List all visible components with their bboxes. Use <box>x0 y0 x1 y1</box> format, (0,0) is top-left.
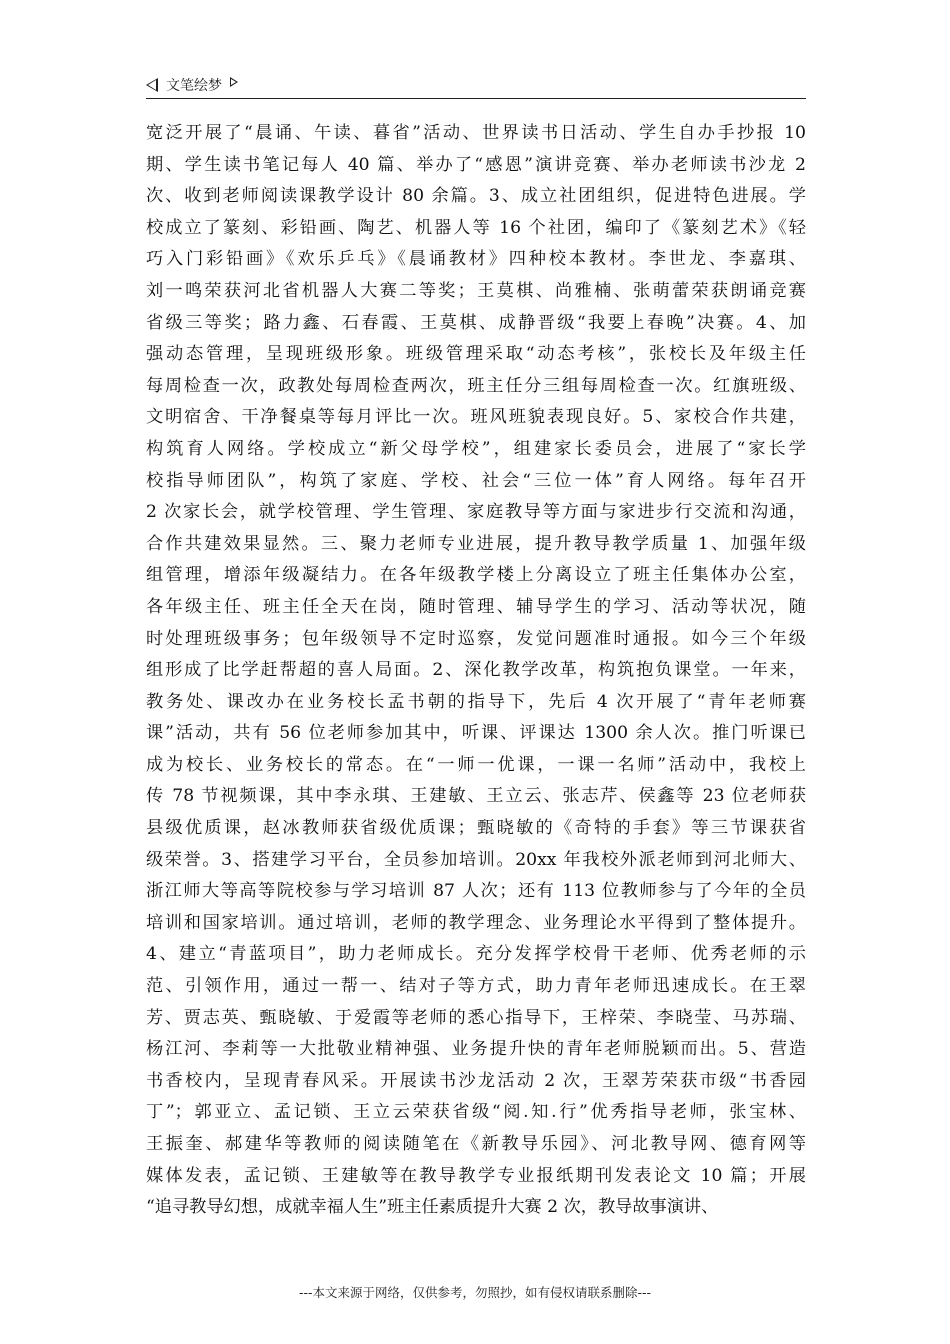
body-text-line: 文明宿舍、干净餐桌等每月评比一次。班风班貌表现良好。5、家校合作共建， <box>146 407 806 428</box>
body-text-line: 杨江河、李莉等一大批敬业精神强、业务提升快的青年老师脱颖而出。5、营造 <box>146 1039 806 1060</box>
body-text-line: 2 次家长会，就学校管理、学生管理、家庭教导等方面与家进步行交流和沟通， <box>146 502 806 523</box>
body-text-line: 省级三等奖；路力鑫、石春霞、王莫棋、成静晋级“我要上春晚”决赛。4、加 <box>146 312 806 333</box>
body-text-line: “追寻教导幻想，成就幸福人生”班主任素质提升大赛 2 次，教导故事演讲、 <box>146 1197 719 1218</box>
body-text-line: 书香校内，呈现青春风采。开展读书沙龙活动 2 次，王翠芳荣获市级“书香园 <box>146 1070 806 1091</box>
body-text-line: 次、收到老师阅读课教学设计 80 余篇。3、成立社团组织，促进特色进展。学 <box>146 186 806 207</box>
body-text-line: 传 78 节视频课，其中李永琪、王建敏、王立云、张志芹、侯鑫等 23 位老师获 <box>146 786 806 807</box>
body-text-line: 巧入门彩铅画》《欢乐乒乓》《晨诵教材》四种校本教材。李世龙、李嘉琪、 <box>146 249 806 270</box>
page-header <box>146 72 806 99</box>
footer-disclaimer: ---本文来源于网络，仅供参考，勿照抄，如有侵权请联系删除--- <box>298 1285 652 1300</box>
body-text-line: 校指导师团队”，构筑了家庭、学校、社会“三位一体”育人网络。每年召开 <box>146 470 806 491</box>
body-text-line: 教务处、课改办在业务校长孟书朝的指导下，先后 4 次开展了“青年老师赛 <box>146 691 806 712</box>
body-text-line: 4、建立“青蓝项目”，助力老师成长。充分发挥学校骨干老师、优秀老师的示 <box>146 944 806 965</box>
body-text-line: 组管理，增添年级凝结力。在各年级教学楼上分离设立了班主任集体办公室， <box>146 565 806 586</box>
body-text-line: 合作共建效果显然。三、聚力老师专业进展，提升教导教学质量 1、加强年级 <box>146 533 806 554</box>
body-text-line: 级荣誉。3、搭建学习平台，全员参加培训。20xx 年我校外派老师到河北师大、 <box>146 849 806 870</box>
body-text-line: 构筑育人网络。学校成立“新父母学校”，组建家长委员会，进展了“家长学 <box>146 438 806 459</box>
body-text-line: 课”活动，共有 56 位老师参加其中，听课、评课达 1300 余人次。推门听课已 <box>146 723 806 744</box>
body-text-line: 县级优质课，赵冰教师获省级优质课；甄晓敏的《奇特的手套》等三节课获省 <box>146 818 806 839</box>
document-body <box>146 118 806 1224</box>
body-text-line: 组形成了比学赶帮超的喜人局面。2、深化教学改革，构筑抱负课堂。一年来， <box>146 660 806 681</box>
body-text-line: 王振奎、郝建华等教师的阅读随笔在《新教导乐园》、河北教导网、德育网等 <box>146 1134 806 1154</box>
body-text-line: 培训和国家培训。通过培训，老师的教学理念、业务理论水平得到了整体提升。 <box>146 912 806 933</box>
body-text-line: 浙江师大等高等院校参与学习培训 87 人次；还有 113 位教师参与了今年的全员 <box>146 881 806 902</box>
body-text-line: 丁”；郭亚立、孟记锁、王立云荣获省级“阅.知.行”优秀指导老师，张宝林、 <box>146 1102 806 1123</box>
body-text-line: 期、学生读书笔记每人 40 篇、举办了“感恩”演讲竞赛、举办老师读书沙龙 2 <box>146 154 806 175</box>
body-text-line: 成为校长、业务校长的常态。在“一师一优课，一课一名师”活动中，我校上 <box>146 754 806 775</box>
body-text-line: 芳、贾志英、甄晓敏、于爱霞等老师的悉心指导下，王梓荣、李晓莹、马苏瑞、 <box>146 1007 806 1028</box>
body-text-line: 刘一鸣荣获河北省机器人大赛二等奖；王莫棋、尚雅楠、张萌蕾荣获朗诵竞赛 <box>146 280 806 301</box>
triangle-left-icon <box>146 78 158 92</box>
body-text-line: 媒体发表，孟记锁、王建敏等在教导教学专业报纸期刊发表论文 10 篇；开展 <box>146 1165 806 1186</box>
body-text-line: 范、引领作用，通过一帮一、结对子等方式，助力青年老师迅速成长。在王翠 <box>146 976 806 997</box>
body-text-line: 时处理班级事务；包年级领导不定时巡察，发觉问题准时通报。如今三个年级 <box>146 628 806 649</box>
brand-name: 文笔绘梦 <box>166 78 222 94</box>
body-text-line: 每周检查一次，政教处每周检查两次，班主任分三组每周检查一次。红旗班级、 <box>146 375 806 396</box>
body-text-line: 宽泛开展了“晨诵、午读、暮省”活动、世界读书日活动、学生自办手抄报 10 <box>146 123 806 143</box>
body-text-line: 强动态管理，呈现班级形象。班级管理采取“动态考核”，张校长及年级主任 <box>146 344 806 365</box>
body-text-line: 各年级主任、班主任全天在岗，随时管理、辅导学生的学习、活动等状况，随 <box>146 596 806 617</box>
triangle-right-icon <box>230 77 238 87</box>
body-text-line: 校成立了篆刻、彩铅画、陶艺、机器人等 16 个社团，编印了《篆刻艺术》《轻 <box>146 217 806 238</box>
